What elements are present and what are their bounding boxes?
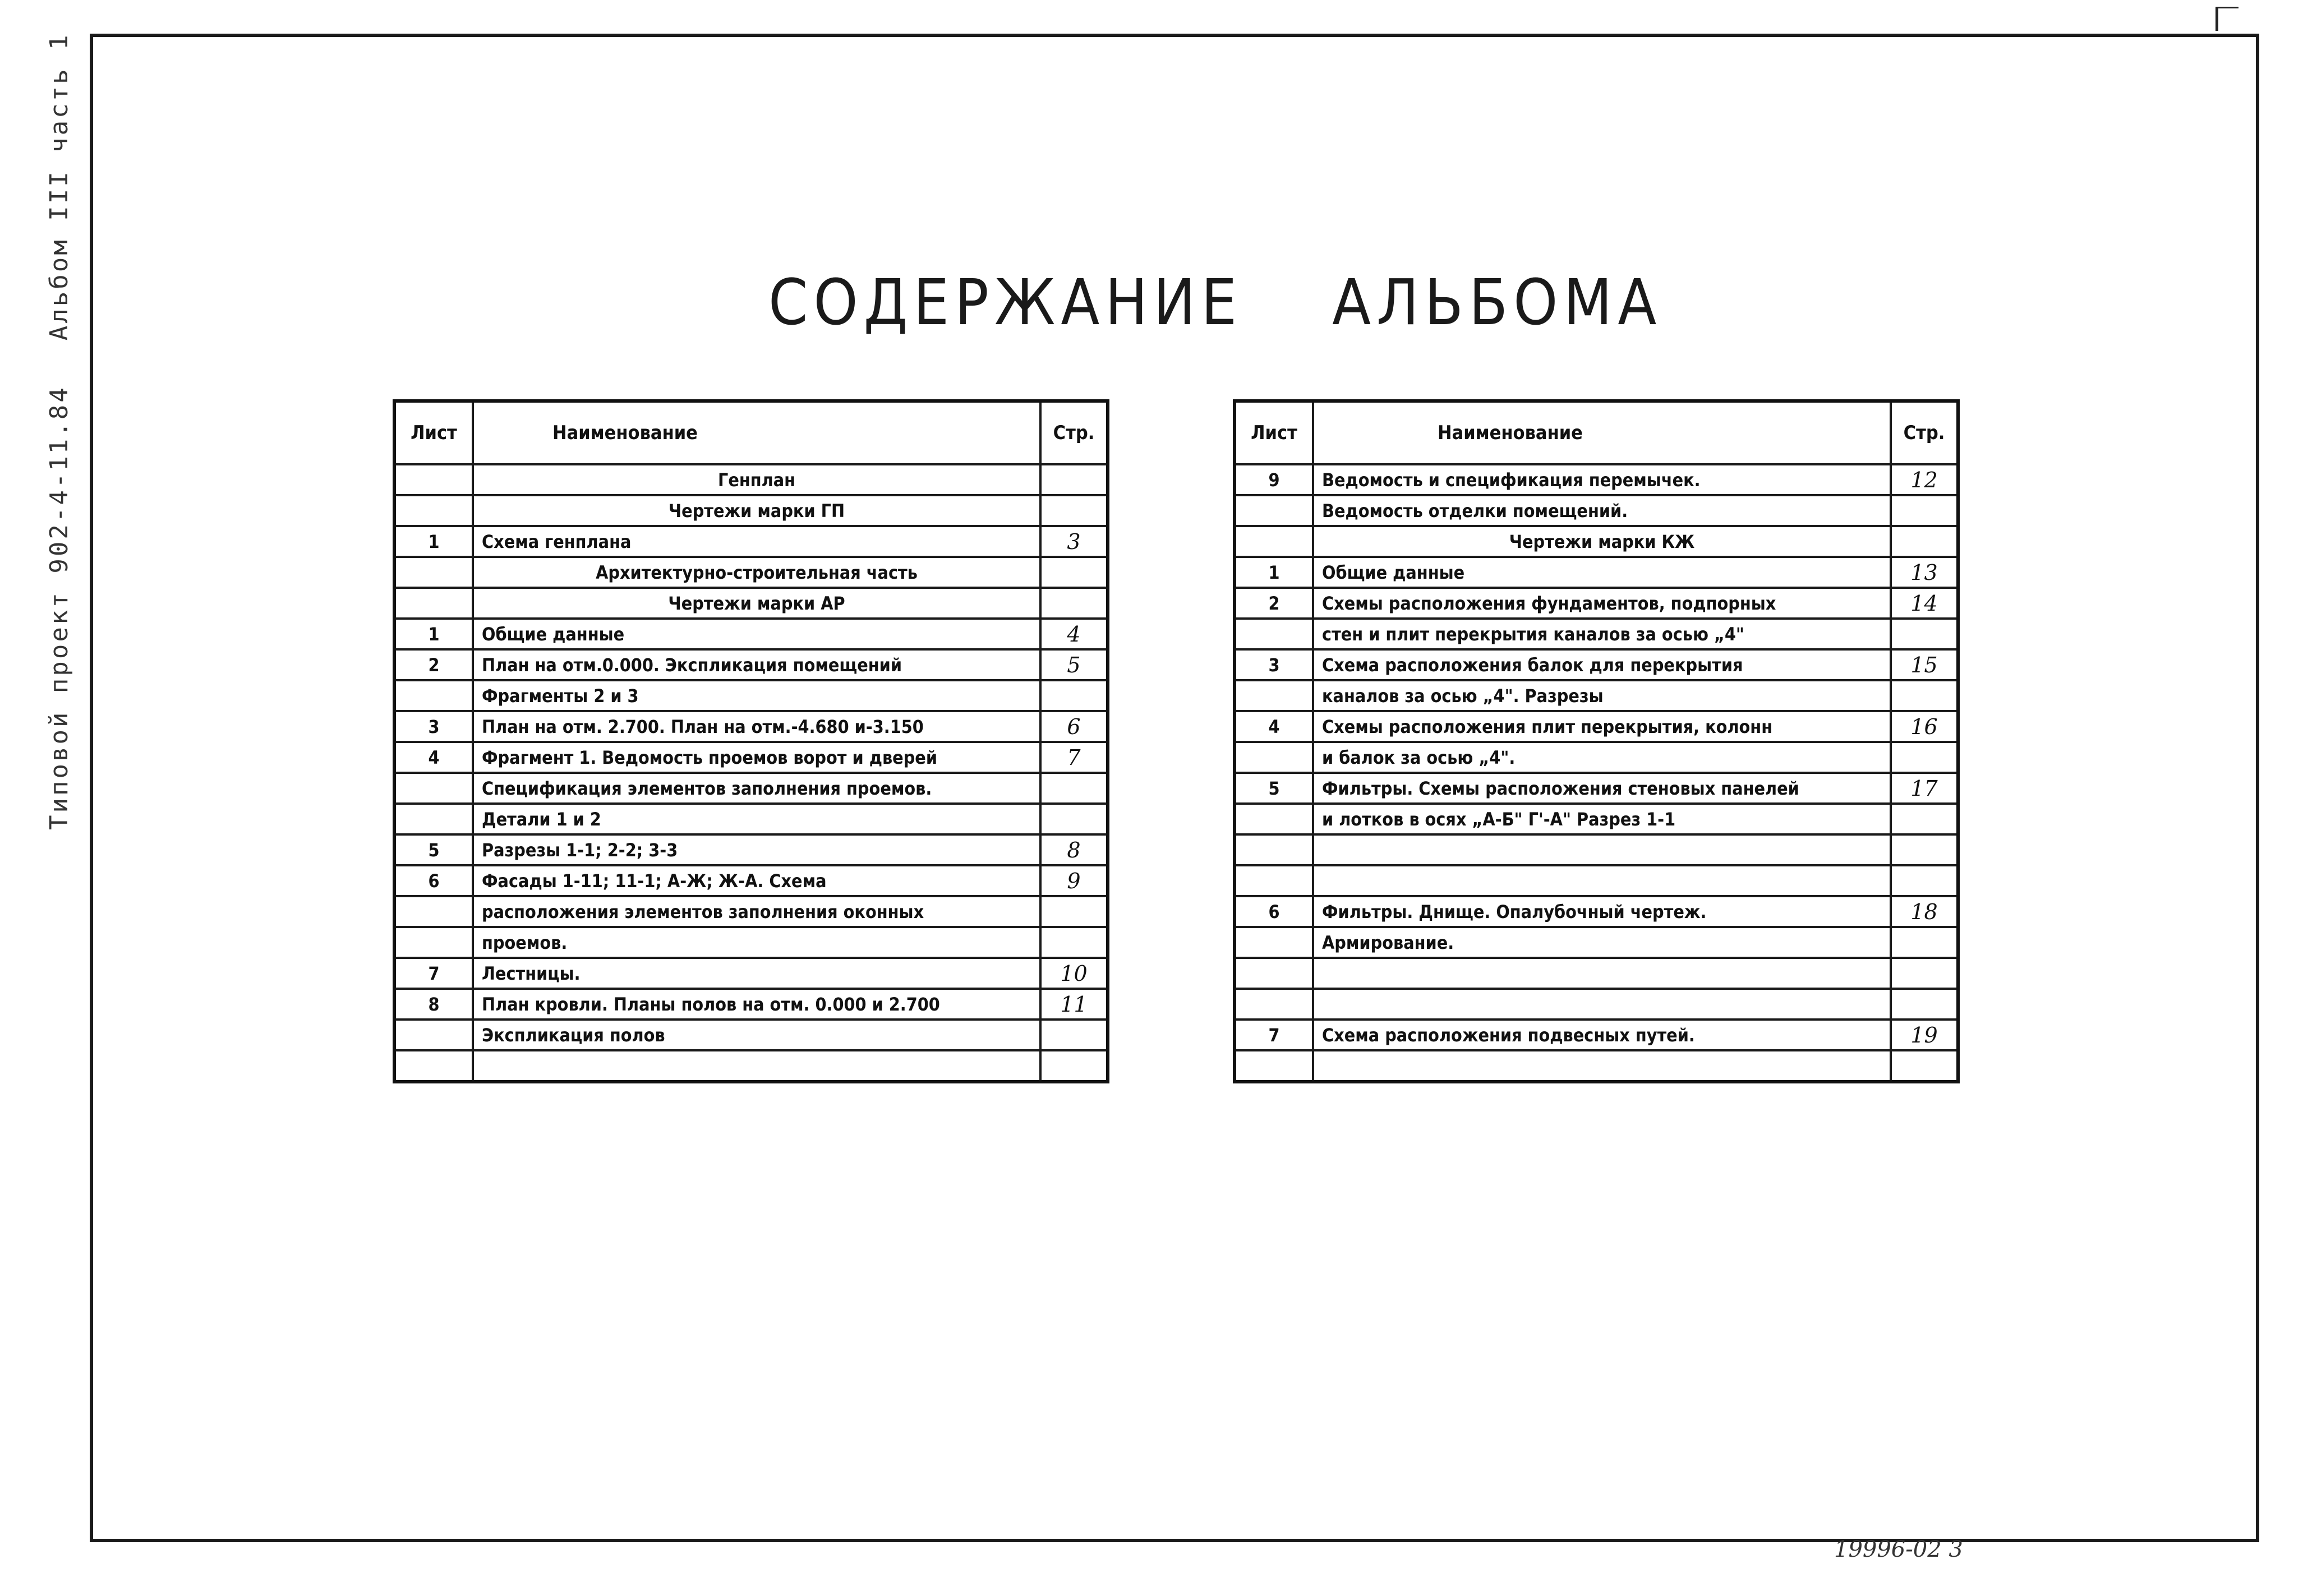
item-name-cell: Фрагменты 2 и 3 [473,680,1040,711]
table-row [1235,958,1958,989]
sheet-number-cell: 2 [1235,588,1313,619]
item-name-cell: Фасады 1-11; 11-1; А-Ж; Ж-А. Схема [473,865,1040,896]
item-name-cell: Схема расположения балок для перекрытия [1313,649,1891,680]
page-title [768,264,1662,342]
item-name-cell: Ведомость и спецификация перемычек. [1313,464,1891,495]
item-name-cell: Детали 1 и 2 [473,804,1040,834]
sheet-number-cell [394,804,473,834]
page-number-cell [1891,742,1958,773]
album-label: Альбом III часть 1 [44,33,73,341]
item-name-cell [473,1050,1040,1082]
sheet-number-cell: 7 [394,958,473,989]
table-row [394,804,1108,834]
table-row [394,1020,1108,1050]
project-code: Типовой проект 902-4-11.84 [44,385,73,830]
item-name-cell: каналов за осью „4". Разрезы [1313,680,1891,711]
page-number-cell [1040,927,1108,958]
page-number-cell [1040,588,1108,619]
item-name-cell: Спецификация элементов заполнения проемов. [473,773,1040,804]
item-name-cell: Фильтры. Днище. Опалубочный чертеж. [1313,896,1891,927]
sheet-number-cell [1235,958,1313,989]
table-row [1235,526,1958,557]
item-name-cell [1313,865,1891,896]
table-row [1235,619,1958,649]
sheet-number-cell [394,557,473,588]
sheet-number-cell [394,464,473,495]
table-row [1235,495,1958,526]
sheet-number-cell [1235,742,1313,773]
header-sheet: Лист [1235,401,1313,464]
page-number-cell: 15 [1891,649,1958,680]
contents-table-right [1233,399,1960,1083]
sheet-number-cell: 4 [394,742,473,773]
sheet-number-cell [1235,989,1313,1020]
table-row [394,711,1108,742]
item-name-cell: План на отм. 2.700. План на отм.-4.680 и-3.150 [473,711,1040,742]
item-name-cell: Общие данные [1313,557,1891,588]
table-row [1235,773,1958,804]
page-number-cell [1891,495,1958,526]
contents-table-left [393,399,1109,1083]
item-name-cell: Фильтры. Схемы расположения стеновых панелей [1313,773,1891,804]
sheet-number-cell [1235,495,1313,526]
page-number-cell: 16 [1891,711,1958,742]
sheet-number-cell [394,495,473,526]
sheet-number-cell: 7 [1235,1020,1313,1050]
sheet-number-cell [394,773,473,804]
page-number-cell [1040,680,1108,711]
table-row [394,526,1108,557]
page-number-cell: 4 [1040,619,1108,649]
sheet-number-cell [1235,526,1313,557]
sheet-number-cell: 1 [394,526,473,557]
item-name-cell: Разрезы 1-1; 2-2; 3-3 [473,834,1040,865]
item-name-cell [1313,989,1891,1020]
table-row [1235,649,1958,680]
page-number-cell: 13 [1891,557,1958,588]
item-name-cell [1313,958,1891,989]
item-name-cell: и лотков в осях „А-Б" Г'-А" Разрез 1-1 [1313,804,1891,834]
sheet-number-cell [394,1020,473,1050]
table-row [1235,896,1958,927]
page-number-cell: 14 [1891,588,1958,619]
table-body-right [1235,464,1958,1082]
page-number-cell: 18 [1891,896,1958,927]
sheet-number-cell: 2 [394,649,473,680]
table-row [1235,1020,1958,1050]
page-number-cell: 10 [1040,958,1108,989]
table-row [1235,464,1958,495]
table-row [394,742,1108,773]
sheet-number-cell: 8 [394,989,473,1020]
table-row [394,649,1108,680]
table-row [394,464,1108,495]
page-number-cell: 5 [1040,649,1108,680]
table-row [1235,557,1958,588]
sheet-number-cell [1235,865,1313,896]
item-name-cell: и балок за осью „4". [1313,742,1891,773]
sheet-number-cell: 6 [1235,896,1313,927]
page-number-cell [1040,495,1108,526]
table-header-row [394,401,1108,464]
table-row [1235,1050,1958,1082]
sheet-number-cell [394,896,473,927]
table-row [1235,804,1958,834]
page-number-cell [1891,680,1958,711]
item-name-cell: Генплан [473,464,1040,495]
page-number-cell [1040,557,1108,588]
sheet-number-cell [394,1050,473,1082]
sheet-number-cell [1235,680,1313,711]
page-number-cell [1040,896,1108,927]
table-body-left [394,464,1108,1082]
page-number-cell [1891,834,1958,865]
page-number-cell [1040,773,1108,804]
table-row [1235,865,1958,896]
page-number-cell [1891,526,1958,557]
header-page: Стр. [1040,401,1108,464]
item-name-cell: Лестницы. [473,958,1040,989]
page-number-cell: 17 [1891,773,1958,804]
corner-mark [2216,7,2238,31]
sheet-number-cell [394,680,473,711]
sheet-number-cell [1235,834,1313,865]
sheet-number-cell [394,588,473,619]
item-name-cell: План кровли. Планы полов на отм. 0.000 и 2.700 [473,989,1040,1020]
table-header-row [1235,401,1958,464]
header-sheet: Лист [394,401,473,464]
table-row [1235,989,1958,1020]
table-row [394,896,1108,927]
page-number-cell [1891,1050,1958,1082]
side-stamp [34,33,84,830]
item-name-cell: Армирование. [1313,927,1891,958]
page-number-cell [1040,1020,1108,1050]
item-name-cell: Ведомость отделки помещений. [1313,495,1891,526]
sheet-number-cell [1235,804,1313,834]
table-row [394,958,1108,989]
item-name-cell: Схема генплана [473,526,1040,557]
page-number-cell: 7 [1040,742,1108,773]
sheet-number-cell: 5 [394,834,473,865]
table-row [1235,680,1958,711]
item-name-cell: Чертежи марки АР [473,588,1040,619]
sheet-number-cell: 3 [1235,649,1313,680]
item-name-cell: Экспликация полов [473,1020,1040,1050]
page-number-cell: 9 [1040,865,1108,896]
table-row [394,773,1108,804]
item-name-cell [1313,834,1891,865]
page-number-cell [1891,927,1958,958]
sheet-number-cell: 4 [1235,711,1313,742]
table-row [394,1050,1108,1082]
page-number-cell: 3 [1040,526,1108,557]
item-name-cell: Фрагмент 1. Ведомость проемов ворот и дверей [473,742,1040,773]
item-name-cell: Схема расположения подвесных путей. [1313,1020,1891,1050]
page-number-cell [1891,619,1958,649]
title-word-1: СОДЕРЖАНИЕ [768,266,1243,339]
page-number-cell: 11 [1040,989,1108,1020]
footer-code: 19996-02 3 [1834,1537,1963,1562]
page-number-cell [1891,989,1958,1020]
item-name-cell: проемов. [473,927,1040,958]
table-row [394,588,1108,619]
item-name-cell: стен и плит перекрытия каналов за осью „4" [1313,619,1891,649]
table-row [394,927,1108,958]
sheet-number-cell [1235,927,1313,958]
table-row [1235,927,1958,958]
item-name-cell: Архитектурно-строительная часть [473,557,1040,588]
table-row [394,989,1108,1020]
header-name: Наименование [1313,401,1891,464]
table-row [1235,742,1958,773]
sheet-number-cell [1235,1050,1313,1082]
sheet-number-cell [1235,619,1313,649]
title-word-2: АЛЬБОМА [1332,266,1662,339]
header-name: Наименование [473,401,1040,464]
header-page: Стр. [1891,401,1958,464]
item-name-cell [1313,1050,1891,1082]
sheet-number-cell: 1 [394,619,473,649]
item-name-cell: Схемы расположения фундаментов, подпорных [1313,588,1891,619]
item-name-cell: расположения элементов заполнения оконных [473,896,1040,927]
table-row [394,619,1108,649]
table-row [394,680,1108,711]
page-number-cell [1040,464,1108,495]
sheet-number-cell: 1 [1235,557,1313,588]
table-row [394,495,1108,526]
sheet-number-cell: 5 [1235,773,1313,804]
sheet-number-cell [394,927,473,958]
table-row [394,834,1108,865]
table-row [394,865,1108,896]
page-number-cell [1891,804,1958,834]
page-number-cell [1040,804,1108,834]
table-row [1235,711,1958,742]
item-name-cell: Схемы расположения плит перекрытия, колонн [1313,711,1891,742]
sheet-number-cell: 6 [394,865,473,896]
item-name-cell: План на отм.0.000. Экспликация помещений [473,649,1040,680]
item-name-cell: Чертежи марки ГП [473,495,1040,526]
item-name-cell: Общие данные [473,619,1040,649]
sheet-number-cell: 3 [394,711,473,742]
page-number-cell: 8 [1040,834,1108,865]
page-number-cell: 6 [1040,711,1108,742]
page-number-cell: 19 [1891,1020,1958,1050]
sheet-number-cell: 9 [1235,464,1313,495]
page-number-cell [1891,958,1958,989]
page-number-cell [1891,865,1958,896]
item-name-cell: Чертежи марки КЖ [1313,526,1891,557]
page-number-cell: 12 [1891,464,1958,495]
table-row [1235,834,1958,865]
table-row [394,557,1108,588]
table-row [1235,588,1958,619]
page-number-cell [1040,1050,1108,1082]
